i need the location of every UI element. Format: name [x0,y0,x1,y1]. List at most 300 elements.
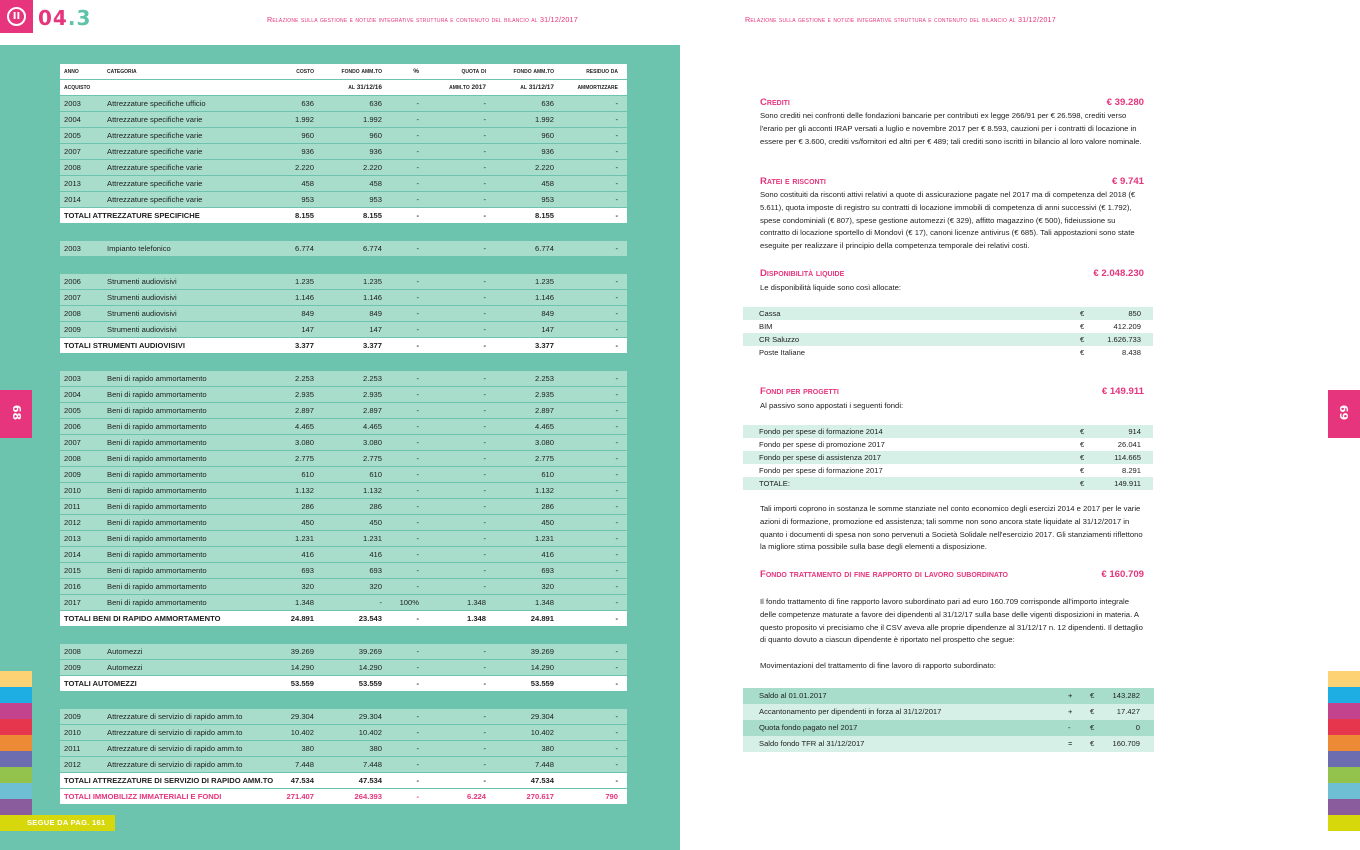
cell-resid: - [615,518,618,527]
cell-y: 2008 [64,647,81,656]
row-label: TOTALE: [759,479,790,488]
tfr-movements-label: Movimentazioni del trattamento di fine lavoro di rapporto subordinato: [760,661,996,670]
cell-y: 2004 [64,390,81,399]
cell-perc: - [416,582,419,591]
cell-c: Attrezzature specifiche varie [107,179,203,188]
cell-y: 2014 [64,550,81,559]
tfr-heading [760,569,1144,583]
cell-fondo: 2.897 [362,406,382,415]
cell-perc: - [416,163,419,172]
cell-y: 2013 [64,534,81,543]
tfr-row [743,704,1154,720]
cell-fondo: 1.235 [362,277,382,286]
cell-perc: - [416,211,419,220]
cell-fondo: 4.465 [362,422,382,431]
cell-c: Automezzi [107,647,143,656]
cell-fondo: 2.253 [362,374,382,383]
table-row [60,757,627,772]
cell-quota: - [483,99,486,108]
row-value: 8.291 [1121,466,1141,475]
cell-fondo: 849 [369,309,382,318]
row-value: 143.282 [1112,691,1140,700]
table-row [60,387,627,402]
cell-fondo: 610 [369,470,382,479]
cell-fondo17: 24.891 [530,614,554,623]
cell-y: 2008 [64,309,81,318]
cell-costo: 1.348 [294,598,314,607]
cell-perc: - [416,325,419,334]
cell-c: Beni di rapido ammortamento [107,438,207,447]
cell-fondo: 636 [369,99,382,108]
cell-fondo: 416 [369,550,382,559]
cell-c: Strumenti audiovisivi [107,309,177,318]
table-row [60,112,627,127]
cell-y: 2014 [64,195,81,204]
cell-resid: - [615,663,618,672]
cell-resid: - [615,534,618,543]
row-value: 412.209 [1113,322,1141,331]
cell-costo: 53.559 [290,679,314,688]
cell-fondo17: 936 [541,147,554,156]
disponibilita-title: Disponibilità liquide [760,268,845,279]
mini-table-row [743,438,1153,451]
table-row [60,709,627,724]
cell-y: 2007 [64,438,81,447]
cell-fondo: 23.543 [358,614,382,623]
table-row [60,290,627,305]
cell-resid: - [615,470,618,479]
row-label: BIM [759,322,773,331]
column-header: % [413,68,419,75]
column-header: al 31/12/16 [348,84,382,91]
cell-resid: - [615,744,618,753]
mini-table-row [743,333,1153,346]
table-row [60,451,627,466]
cell-fondo: 8.155 [362,211,382,220]
cell-costo: 4.465 [294,422,314,431]
table-row [60,531,627,546]
cell-fondo17: 1.132 [534,486,554,495]
cell-resid: - [615,179,618,188]
cell-costo: 271.407 [286,792,314,801]
cell-costo: 6.774 [294,244,314,253]
cell-fondo17: 2.935 [534,390,554,399]
tfr-row [743,736,1154,752]
cell-c: Attrezzature specifiche varie [107,147,203,156]
cell-perc: - [416,147,419,156]
cell-resid: - [615,647,618,656]
cell-fondo17: 8.155 [534,211,554,220]
cell-costo: 1.132 [294,486,314,495]
row-label: Saldo fondo TFR al 31/12/2017 [759,739,865,748]
cell-costo: 47.534 [290,776,314,785]
cell-quota: - [483,566,486,575]
cell-costo: 3.377 [294,341,314,350]
table-row [60,241,627,256]
cell-y: TOTALI BENI DI RAPIDO AMMORTAMENTO [64,614,221,623]
cell-y: 2011 [64,502,81,511]
color-stripe [1328,671,1360,687]
cell-fondo17: 1.231 [534,534,554,543]
cell-resid: - [615,454,618,463]
currency-symbol: € [1080,348,1085,357]
running-title-right: Relazione sulla gestione e notizie integrative struttura e contenuto del bilancio al 31/12/2017 [745,15,1056,24]
cell-fondo: 7.448 [362,760,382,769]
cell-costo: 286 [301,502,314,511]
cell-c: Attrezzature di servizio di rapido amm.to [107,728,243,737]
cell-perc: - [416,406,419,415]
cell-resid: 790 [605,792,618,801]
cell-costo: 2.935 [294,390,314,399]
cell-costo: 1.235 [294,277,314,286]
table-row [60,483,627,498]
cell-c: Attrezzature specifiche varie [107,163,203,172]
cell-y: 2012 [64,760,81,769]
cell-perc: - [416,131,419,140]
cell-fondo17: 636 [541,99,554,108]
cell-quota: - [483,163,486,172]
cell-y: TOTALI AUTOMEZZI [64,679,137,688]
currency-symbol: € [1080,440,1085,449]
mini-table-row [743,425,1153,438]
cell-quota: - [483,390,486,399]
cell-perc: - [416,712,419,721]
cell-y: 2006 [64,422,81,431]
cell-fondo: 3.080 [362,438,382,447]
cell-fondo17: 4.465 [534,422,554,431]
color-stripe [1328,735,1360,751]
currency-symbol: € [1090,691,1095,700]
row-value: 0 [1135,723,1140,732]
cell-y: 2008 [64,163,81,172]
cell-resid: - [615,679,618,688]
cell-quota: - [483,406,486,415]
subtotal-row [60,676,627,691]
ratei-amount: € 9.741 [1111,176,1144,187]
table-row [60,515,627,530]
cell-perc: - [416,776,419,785]
cell-quota: - [483,309,486,318]
table-row [60,176,627,191]
cell-costo: 39.269 [290,647,314,656]
cell-costo: 2.220 [294,163,314,172]
cell-costo: 24.891 [290,614,314,623]
cell-fondo17: 416 [541,550,554,559]
project-funds-table [743,425,1153,490]
cell-perc: - [416,744,419,753]
cell-quota: - [483,663,486,672]
cell-perc: - [416,115,419,124]
cell-perc: - [416,341,419,350]
column-header: al 31/12/17 [520,84,554,91]
currency-symbol: € [1090,739,1095,748]
table-row [60,371,627,386]
cell-y: 2005 [64,131,81,140]
cell-costo: 416 [301,550,314,559]
cell-quota: - [483,131,486,140]
row-sign: - [1068,723,1071,732]
cell-fondo17: 1.348 [534,598,554,607]
column-header: ammortizzare [577,84,618,91]
cell-quota: - [483,341,486,350]
cell-perc: - [416,179,419,188]
cell-c: Beni di rapido ammortamento [107,502,207,511]
color-stripe [1328,751,1360,767]
crediti-heading [760,97,1144,111]
cell-y: TOTALI IMMOBILIZZ IMMATERIALI E FONDI [64,792,222,801]
cell-fondo17: 3.080 [534,438,554,447]
cell-costo: 2.775 [294,454,314,463]
cell-perc: - [416,277,419,286]
cell-quota: - [483,679,486,688]
color-stripe [0,783,32,799]
cell-fondo: 14.290 [358,663,382,672]
tfr-movements-table [743,688,1154,752]
currency-symbol: € [1080,309,1085,318]
row-label: Accantonamento per dipendenti in forza al 31/12/2017 [759,707,942,716]
cell-costo: 1.231 [294,534,314,543]
cell-fondo: 1.992 [362,115,382,124]
disponibilita-intro: Le disponibilità liquide sono così allocate: [760,283,902,292]
cell-resid: - [615,486,618,495]
cell-quota: - [483,438,486,447]
cell-c: Beni di rapido ammortamento [107,518,207,527]
cell-y: 2010 [64,486,81,495]
cell-resid: - [615,582,618,591]
cell-c: Beni di rapido ammortamento [107,486,207,495]
table-row [60,563,627,578]
cell-fondo: 693 [369,566,382,575]
row-value: 1.626.733 [1107,335,1141,344]
cell-y: 2004 [64,115,81,124]
table-row [60,435,627,450]
column-header: quota di [461,68,486,75]
color-stripe [0,719,32,735]
cell-y: 2012 [64,518,81,527]
cell-resid: - [615,728,618,737]
cell-y: 2009 [64,325,81,334]
disponibilita-amount: € 2.048.230 [1093,268,1144,279]
currency-symbol: € [1090,707,1095,716]
cell-fondo: 2.220 [362,163,382,172]
cell-resid: - [615,566,618,575]
row-value: 850 [1128,309,1141,318]
table-row [60,160,627,175]
cell-costo: 10.402 [290,728,314,737]
cell-y: TOTALI ATTREZZATURE SPECIFICHE [64,211,200,220]
cell-resid: - [615,614,618,623]
column-header: fondo amm.to [513,68,554,75]
cell-fondo: 1.132 [362,486,382,495]
cell-perc: - [416,293,419,302]
cell-fondo17: 39.269 [530,647,554,656]
cell-quota: - [483,534,486,543]
mini-table-row [743,477,1153,490]
row-sign: + [1068,691,1073,700]
cell-c: Attrezzature specifiche varie [107,195,203,204]
roman-numeral-icon: II [7,7,26,26]
page-number-left: 68 [10,404,24,421]
cell-c: Strumenti audiovisivi [107,325,177,334]
cell-quota: 1.348 [466,614,486,623]
cell-fondo: 1.146 [362,293,382,302]
running-title-left: Relazione sulla gestione e notizie integrative struttura e contenuto del bilancio al 31/12/2017 [267,15,578,24]
color-stripe [1328,703,1360,719]
cell-c: Automezzi [107,663,143,672]
cell-c: Beni di rapido ammortamento [107,406,207,415]
row-value: 149.911 [1114,479,1141,488]
column-header: anno [64,68,79,75]
column-header: categoria [107,68,137,75]
cell-fondo17: 610 [541,470,554,479]
table-row [60,725,627,740]
cell-quota: - [483,147,486,156]
cell-quota: - [483,277,486,286]
cell-resid: - [615,422,618,431]
cell-perc: - [416,195,419,204]
table-row [60,403,627,418]
continued-from-bar [0,815,115,831]
row-sign: + [1068,707,1073,716]
cell-costo: 147 [301,325,314,334]
cell-fondo17: 450 [541,518,554,527]
cell-c: Beni di rapido ammortamento [107,374,207,383]
mini-table-row [743,320,1153,333]
cell-quota: - [483,195,486,204]
mini-table-row [743,451,1153,464]
cell-c: Attrezzature specifiche ufficio [107,99,206,108]
cell-c: Beni di rapido ammortamento [107,534,207,543]
cell-c: Beni di rapido ammortamento [107,470,207,479]
cell-y: 2006 [64,277,81,286]
cell-fondo17: 2.253 [534,374,554,383]
cell-resid: - [615,309,618,318]
color-stripe [0,799,32,815]
cell-fondo17: 380 [541,744,554,753]
subtotal-row [60,338,627,353]
cell-perc: - [416,728,419,737]
cell-c: Attrezzature di servizio di rapido amm.to [107,712,243,721]
column-header: acquisto [64,84,91,91]
cell-costo: 450 [301,518,314,527]
fondi-note [743,503,1143,554]
column-header: fondo amm.to [341,68,382,75]
cell-y: 2003 [64,374,81,383]
currency-symbol: € [1080,479,1085,488]
row-value: 914 [1128,427,1141,436]
cell-c: Beni di rapido ammortamento [107,454,207,463]
cell-quota: - [483,244,486,253]
cell-quota: - [483,454,486,463]
cell-fondo: 953 [369,195,382,204]
color-stripe [1328,767,1360,783]
cell-y: 2007 [64,147,81,156]
section-number [38,6,91,30]
cell-y: 2015 [64,566,81,575]
cell-resid: - [615,550,618,559]
color-stripe [0,703,32,719]
cell-quota: - [483,760,486,769]
cell-quota: - [483,647,486,656]
cell-fondo: 320 [369,582,382,591]
cell-fondo17: 953 [541,195,554,204]
cell-perc: - [416,679,419,688]
cell-fondo17: 320 [541,582,554,591]
cell-fondo17: 53.559 [530,679,554,688]
cell-resid: - [615,502,618,511]
cell-fondo: 53.559 [358,679,382,688]
grand-total-row [60,789,627,804]
cell-c: Strumenti audiovisivi [107,293,177,302]
table-row [60,128,627,143]
cell-y: TOTALI ATTREZZATURE DI SERVIZIO DI RAPIDO AMM.TO [64,776,274,785]
cell-costo: 610 [301,470,314,479]
cell-costo: 320 [301,582,314,591]
table-row [60,644,627,659]
continued-from-label: SEGUE DA PAG. 161 [27,818,106,827]
tfr-row [743,720,1154,736]
table-row [60,547,627,562]
cell-fondo17: 270.617 [526,792,554,801]
cell-fondo: 2.935 [362,390,382,399]
color-stripe [0,735,32,751]
color-stripe [1328,799,1360,815]
cell-quota: - [483,550,486,559]
cell-fondo17: 1.146 [534,293,554,302]
cell-quota: - [483,518,486,527]
table-row [60,741,627,756]
cell-quota: - [483,325,486,334]
cell-resid: - [615,598,618,607]
cell-fondo17: 7.448 [534,760,554,769]
cell-costo: 960 [301,131,314,140]
color-stripe [1328,687,1360,703]
cell-fondo17: 2.897 [534,406,554,415]
cell-quota: 1.348 [466,598,486,607]
cell-perc: - [416,470,419,479]
cell-c: Strumenti audiovisivi [107,277,177,286]
cell-perc: - [416,244,419,253]
row-label: Poste Italiane [759,348,806,357]
cell-y: 2009 [64,712,81,721]
cell-fondo17: 29.304 [530,712,554,721]
cell-fondo17: 849 [541,309,554,318]
disponibilita-heading [760,268,1144,282]
cell-c: Beni di rapido ammortamento [107,598,207,607]
cell-perc: - [416,566,419,575]
row-value: 160.709 [1112,739,1140,748]
color-stripes-right [1328,671,1360,831]
table-row [60,499,627,514]
cell-fondo17: 1.235 [534,277,554,286]
cell-resid: - [615,760,618,769]
page-number-right: 69 [1338,404,1352,421]
crediti-paragraph: Sono crediti nei confronti delle fondazioni bancarie per contributi ex legge 266/91 per € 26.598, crediti verso l'erario per gli acconti IRAP versati a luglio e novembre 2017 per € 8.593, cauzioni per i contratti di locazione in essere per € 3.600, crediti vs/fornitori ed altri per € 489; tali crediti sono iscritti in bilancio al loro valore nominale. [760,111,1142,146]
cell-resid: - [615,99,618,108]
cell-fondo: 1.231 [362,534,382,543]
cell-perc: - [416,390,419,399]
row-label: Saldo al 01.01.2017 [759,691,827,700]
cell-fondo17: 1.992 [534,115,554,124]
fondi-intro: Al passivo sono appostati i seguenti fondi: [760,401,904,410]
fondi-title: Fondi per progetti [760,386,839,397]
cell-resid: - [615,438,618,447]
cell-fondo: 960 [369,131,382,140]
crediti-text [743,110,1143,148]
cell-fondo17: 6.774 [534,244,554,253]
subtotal-row [60,208,627,223]
subtotal-row [60,611,627,626]
